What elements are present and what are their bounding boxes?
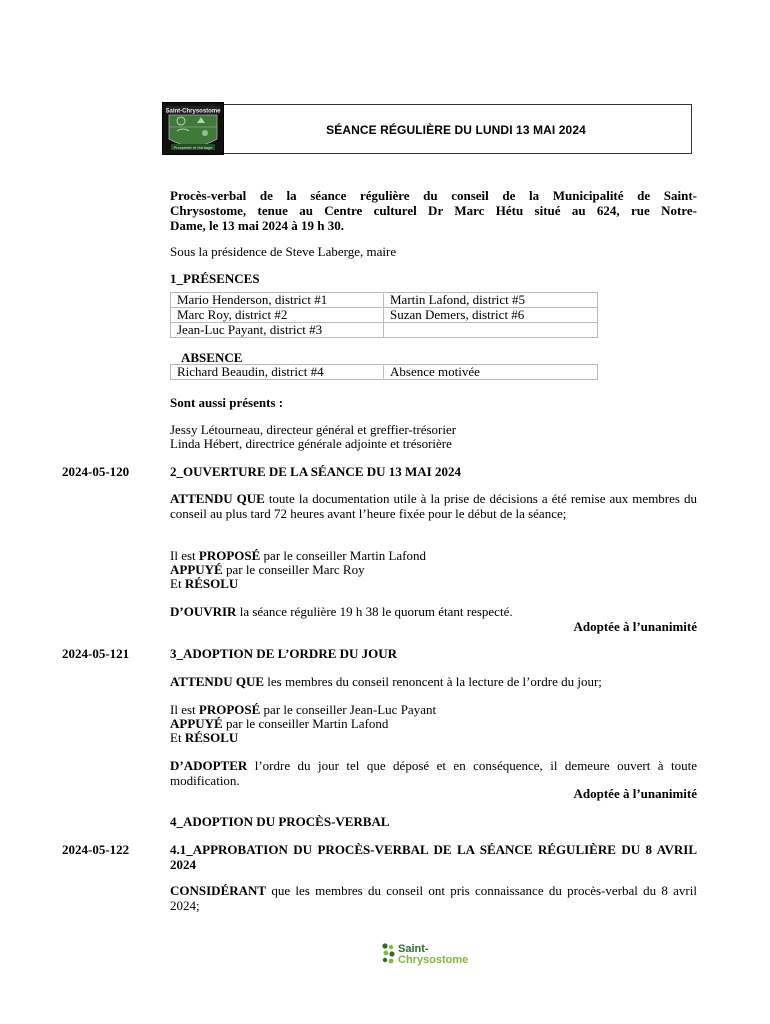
text: Et [170,576,185,591]
section-title: 2_OUVERTURE DE LA SÉANCE DU 13 MAI 2024 [170,464,461,479]
municipal-crest [162,102,224,155]
crest-bottom-text: Prospérité et Héritage [173,145,213,150]
table-cell: Richard Beaudin, district #4 [171,365,384,380]
presidence-line: Sous la présidence de Steve Laberge, maire [170,244,397,259]
table-row [171,365,598,380]
footer-logo [380,942,490,968]
aussi-line: Linda Hébert, directrice générale adjointe et trésorière [170,436,452,451]
keyword: CONSIDÉRANT [170,883,267,898]
section-title: 4.1_APPROBATION DU PROCÈS-VERBAL DE LA SÉANCE RÉGULIÈRE DU 8 AVRIL 2024 [170,842,697,872]
text: par le conseiller Jean-Luc Payant [260,702,437,717]
paragraph-text: que les membres du conseil ont pris connaissance du procès-verbal du 8 avril 2024; [170,883,697,913]
table-row [171,293,598,308]
keyword: ATTENDU QUE [170,674,265,689]
considerant-paragraph [170,883,697,913]
intro-line: Procès-verbal de la séance régulière du conseil de la Municipalité de Saint- [170,188,697,203]
adoptee-line: Adoptée à l’unanimité [573,786,697,801]
resolution-number: 2024-05-121 [62,646,130,661]
table-row [171,323,598,338]
table-cell: Martin Lafond, district #5 [384,293,598,308]
paragraph-text: les membres du conseil renoncent à la lecture de l’ordre du jour; [264,674,602,689]
text: Il est [170,548,199,563]
presences-table [170,292,598,338]
aussi-heading: Sont aussi présents : [170,395,284,410]
action-paragraph [170,758,697,788]
table-cell: Suzan Demers, district #6 [384,308,598,323]
keyword: D’OUVRIR [170,604,237,619]
resolution-number: 2024-05-120 [62,464,130,479]
logo-line-1: Saint- [398,943,429,955]
text: par le conseiller Marc Roy [222,562,365,577]
propose-line [170,702,697,717]
table-cell: Mario Henderson, district #1 [171,293,384,308]
section-title: 4_ADOPTION DU PROCÈS-VERBAL [170,814,390,829]
intro-line: Dame, le 13 mai 2024 à 19 h 30. [170,218,345,233]
text: l’ordre du jour tel que déposé et en conséquence, il demeure ouvert à toute modification. [170,758,697,788]
propose-line [170,548,697,563]
aussi-line: Jessy Létourneau, directeur général et greffier-trésorier [170,422,457,437]
keyword: RÉSOLU [184,576,239,591]
keyword: PROPOSÉ [198,702,261,717]
attendu-paragraph [170,674,697,689]
action-line [170,604,697,619]
keyword: APPUYÉ [170,716,223,731]
table-cell: Absence motivée [384,365,598,380]
page-title: SÉANCE RÉGULIÈRE DU LUNDI 13 MAI 2024 [326,123,586,137]
adoptee-line: Adoptée à l’unanimité [573,619,697,634]
keyword: PROPOSÉ [198,548,261,563]
crest-top-text: Saint-Chrysostome [165,108,221,115]
crest-image [163,103,223,154]
intro-paragraph [170,188,697,233]
text: Et [170,730,185,745]
keyword: D’ADOPTER [170,758,248,773]
keyword: ATTENDU QUE [170,491,265,506]
text: la séance régulière 19 h 38 le quorum étant respecté. [236,604,513,619]
appuye-line [170,716,697,731]
intro-line: Chrysostome, tenue au Centre culturel Dr Marc Hétu situé au 624, rue Notre- [170,203,697,218]
text: par le conseiller Martin Lafond [260,548,426,563]
resolu-line [170,730,697,745]
section-title: 3_ADOPTION DE L’ORDRE DU JOUR [170,646,398,661]
paragraph-text: toute la documentation utile à la prise de décisions a été remise aux membres du conseil au plus tard 72 heures avant l’heure fixée pour le début de la séance; [170,491,697,521]
table-row [171,308,598,323]
keyword: APPUYÉ [170,562,223,577]
table-cell [384,323,598,338]
keyword: RÉSOLU [184,730,239,745]
logo-line-2: Chrysostome [398,954,469,966]
absence-table [170,364,598,380]
text: par le conseiller Martin Lafond [222,716,389,731]
table-cell: Jean-Luc Payant, district #3 [171,323,384,338]
absence-heading: ABSENCE [181,350,243,365]
text: Il est [170,702,199,717]
table-cell: Marc Roy, district #2 [171,308,384,323]
presences-heading: 1_PRÉSENCES [170,271,260,286]
resolu-line [170,576,697,591]
resolution-number: 2024-05-122 [62,842,130,857]
appuye-line [170,562,697,577]
attendu-paragraph [170,491,697,521]
leaf-icon [380,942,398,966]
